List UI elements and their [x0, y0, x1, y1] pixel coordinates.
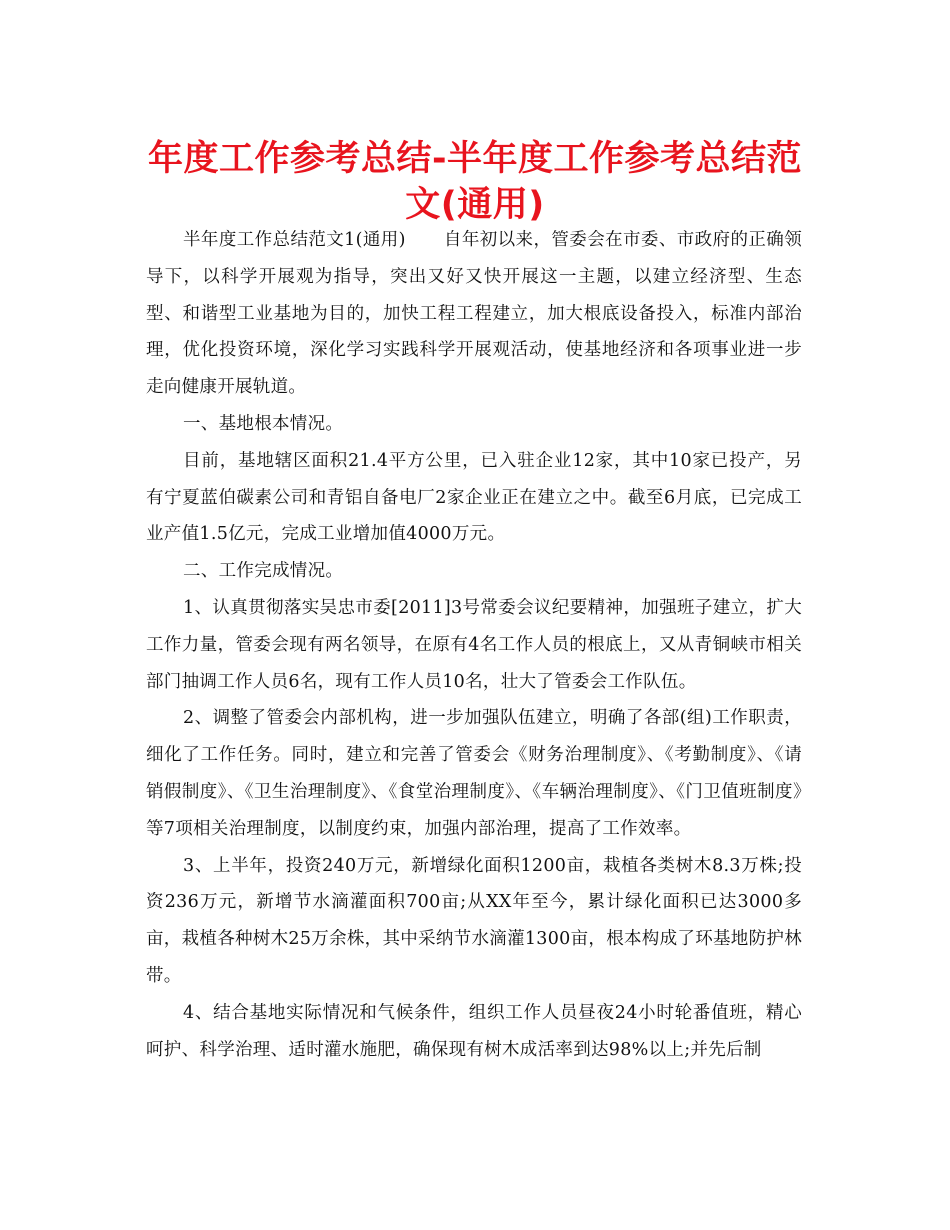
intro-lead: 半年度工作总结范文1(通用): [183, 230, 406, 250]
intro-paragraph: [146, 222, 802, 406]
paragraph-item-3: 3、上半年，投资240万元，新增绿化面积1200亩，栽植各类树木8.3万株;投资236万元，新增节水滴灌面积700亩;从XX年至今，累计绿化面积已达3000多亩，栽植各种树木25万余株，其中采纳节水滴灌1300亩，根本构成了环基地防护林带。: [146, 855, 803, 986]
paragraph-basic-situation: 目前，基地辖区面积21.4平方公里，已入驻企业12家，其中10家已投产，另有宁夏蓝伯碳素公司和青铝自备电厂2家企业正在建立之中。截至6月底，已完成工业产值1.5亿元，完成工业增加值4000万元。: [146, 450, 802, 545]
section-heading-basic-situation: 一、基地根本情况。: [183, 413, 344, 434]
section-heading-work-completion: 二、工作完成情况。: [183, 561, 344, 582]
paragraph-item-1: 1、认真贯彻落实吴忠市委[2011]3号常委会议纪要精神，加强班子建立，扩大工作力量，管委会现有两名领导，在原有4名工作人员的根底上，又从青铜峡市相关部门抽调工作人员6名，现有工作人员10名，壮大了管委会工作队伍。: [146, 597, 802, 692]
document-body: [146, 222, 802, 1068]
paragraph-item-4: 4、结合基地实际情况和气候条件，组织工作人员昼夜24小时轮番值班，精心呵护、科学治理、适时灌水施肥，确保现有树木成活率到达98%以上;并先后制: [146, 1002, 802, 1060]
intro-text: 自年初以来，管委会在市委、市政府的正确领导下，以科学开展观为指导，突出又好又快开展这一主题，以建立经济型、生态型、和谐型工业基地为目的，加快工程工程建立，加大根底设备投入，标准内部治理，优化投资环境，深化学习实践科学开展观活动，使基地经济和各项事业进一步走向健康开展轨道。: [146, 230, 802, 398]
paragraph-item-2: 2、调整了管委会内部机构，进一步加强队伍建立，明确了各部(组)工作职责，细化了工作任务。同时，建立和完善了管委会《财务治理制度》、《考勤制度》、《请销假制度》、《卫生治理制度》、《食堂治理制度》、《车辆治理制度》、《门卫值班制度》等7项相关治理制度，以制度约束，加强内部治理，提高了工作效率。: [146, 708, 802, 839]
document-title: 年度工作参考总结-半年度工作参考总结范文(通用): [147, 139, 803, 225]
